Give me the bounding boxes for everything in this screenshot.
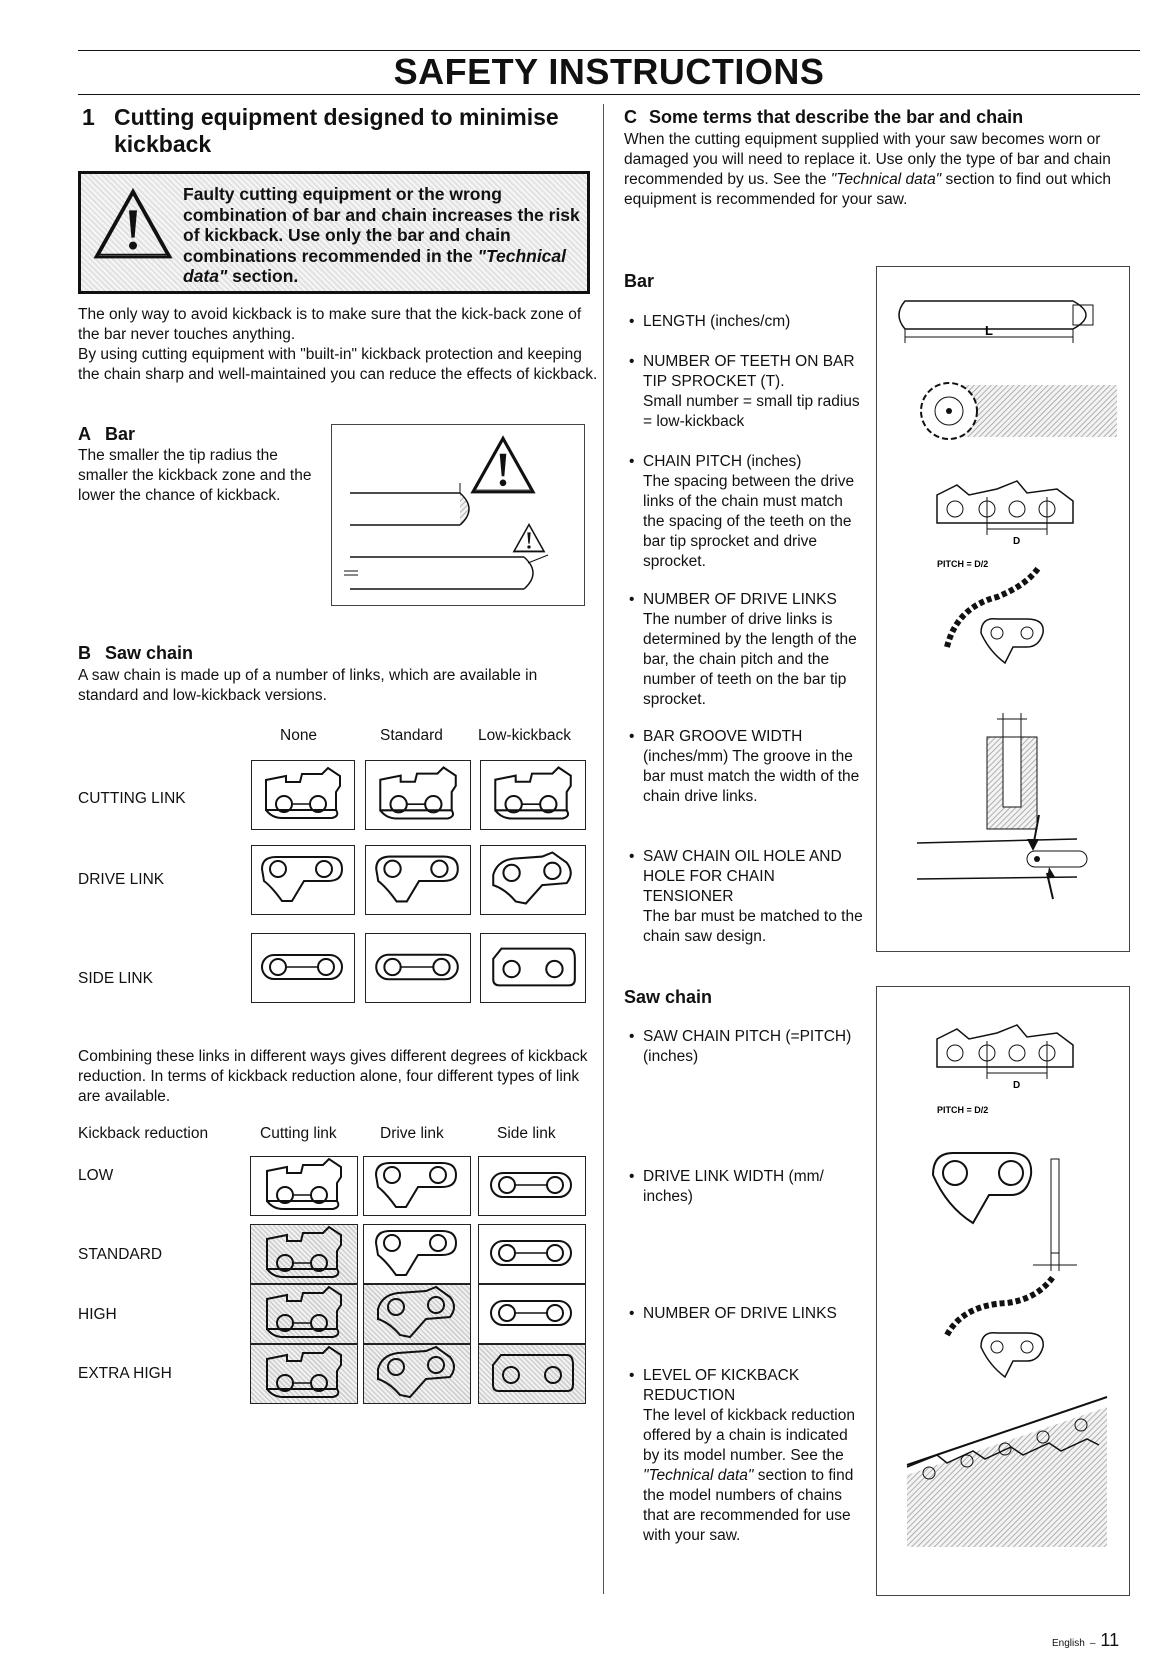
standard-cutting-link [250,1224,358,1284]
saw-chain-heading: B Saw chain [78,643,194,663]
warning-text: Faulty cutting equipment or the wrong combination of bar and chain increases the risk of kickback. Use only the bar and chain combinations recommended in the "Technical data" section. [183,184,580,286]
bar-heading: A Bar [78,424,136,444]
column-divider [603,104,604,1594]
drive-link-low-kickback [480,845,586,915]
section-heading [82,104,602,158]
reduction-header: Drive link [380,1125,444,1142]
cutting-link-low-kickback [480,760,586,830]
svg-text:D: D [1013,1080,1021,1091]
svg-text:PITCH = D/2: PITCH = D/2 [937,559,989,569]
svg-text:D: D [1013,536,1021,547]
link-table-header-standard: Standard [380,727,443,744]
side-link-standard [365,933,471,1003]
side-link-low-kickback [480,933,586,1003]
section-number: 1 [82,104,95,130]
top-rule [78,50,1140,51]
extra-high-side-link [478,1344,586,1404]
reduction-row-label: STANDARD [78,1246,163,1263]
low-drive-link [363,1156,471,1216]
drive-link-none [251,845,355,915]
saw-chain-text: A saw chain is made up of a number of links, which are available in standard and low-kickback versions. [78,667,538,704]
high-side-link [478,1284,586,1344]
bar-kickback-zone-illustration [332,425,584,605]
extra-high-cutting-link [250,1344,358,1404]
bar-term-item: • SAW CHAIN OIL HOLE AND HOLE FOR CHAIN TENSIONER The bar must be matched to the chain saw design. [629,848,863,945]
link-row-label: SIDE LINK [78,970,153,987]
svg-text:PITCH = D/2: PITCH = D/2 [937,1105,989,1115]
section-title: Cutting equipment designed to minimise kickback [114,104,559,157]
bar-term-item: • NUMBER OF TEETH ON BAR TIP SPROCKET (T). Small number = small tip radius = low-kickback [629,353,860,430]
chain-term-item: • LEVEL OF KICKBACK REDUCTION The level of kickback reduction offered by a chain is indicated by its model number. See the "Technical data" section to find the model numbers of chains that are recommended for use with your saw. [629,1367,855,1544]
reduction-row-label: EXTRA HIGH [78,1365,172,1382]
drive-link-standard [365,845,471,915]
page-footer [1052,1630,1119,1651]
high-cutting-link [250,1284,358,1344]
combine-paragraph: Combining these links in different ways gives different degrees of kickback reduction. In terms of kickback reduction alone, four different types of link are available. [78,1048,588,1105]
saw-chain-terms-heading: Saw chain [624,987,713,1007]
saw-chain-terms-figure [876,986,1130,1596]
footer-separator: – [1089,1638,1096,1649]
intro-paragraph: The only way to avoid kickback is to make sure that the kick-back zone of the bar never touches anything. By using cutting equipment with "built-in" kickback protection and keeping the chain sharp and well-maintained you can reduce the effects of kickback. [78,306,598,383]
title-rule [78,94,1140,95]
terms-intro: When the cutting equipment supplied with your saw becomes worn or damaged you will need to replace it. Use only the type of bar and chain recommended by us. See the "Technical data" section to find out which equipment is recommended for your saw. [624,131,1111,208]
standard-drive-link [363,1224,471,1284]
reduction-header: Cutting link [260,1125,337,1142]
footer-language: English [1052,1638,1085,1649]
extra-high-drive-link [363,1344,471,1404]
reduction-header: Kickback reduction [78,1125,209,1142]
chain-term-item: • NUMBER OF DRIVE LINKS [629,1305,837,1322]
bar-text: The smaller the tip radius the smaller the kickback zone and the lower the chance of kickback. [78,447,312,504]
bar-term-item: • BAR GROOVE WIDTH (inches/mm) The groove in the bar must match the width of the chain drive links. [629,728,860,805]
page-number: 11 [1100,1630,1120,1650]
link-row-label: DRIVE LINK [78,871,165,888]
standard-side-link [478,1224,586,1284]
link-row-label: CUTTING LINK [78,790,186,807]
kickback-zone-figure [331,424,585,606]
bar-term-item: • LENGTH (inches/cm) [629,313,791,330]
saw-chain-terms-illustrations [877,987,1129,1595]
terms-heading: C Some terms that describe the bar and chain [624,107,1024,127]
cutting-link-none [251,760,355,830]
reduction-header: Side link [497,1125,556,1142]
bar-terms-figure [876,266,1130,952]
chain-term-item: • SAW CHAIN PITCH (=PITCH) (inches) [629,1028,852,1065]
bar-term-item: • NUMBER OF DRIVE LINKS The number of drive links is determined by the length of the bar, the chain pitch and the number of teeth on the bar tip sprocket. [629,591,857,708]
cutting-link-standard [365,760,471,830]
bar-term-item: • CHAIN PITCH (inches) The spacing between the drive links of the chain must match the spacing of the teeth on the bar tip sprocket and drive sprocket. [629,453,855,570]
high-drive-link [363,1284,471,1344]
link-table-header-none: None [280,727,318,744]
svg-text:L: L [985,323,993,338]
reduction-row-label: LOW [78,1167,114,1184]
side-link-none [251,933,355,1003]
chain-term-item: • DRIVE LINK WIDTH (mm/ inches) [629,1168,824,1205]
warning-box [78,171,590,294]
warning-triangle-icon [93,188,173,260]
page-title: SAFETY INSTRUCTIONS [393,51,825,92]
reduction-row-label: HIGH [78,1306,117,1323]
bar-terms-illustrations [877,267,1129,951]
low-side-link [478,1156,586,1216]
low-cutting-link [250,1156,358,1216]
link-table-header-low-kickback: Low-kickback [478,727,572,744]
bar-terms-heading: Bar [624,271,655,291]
